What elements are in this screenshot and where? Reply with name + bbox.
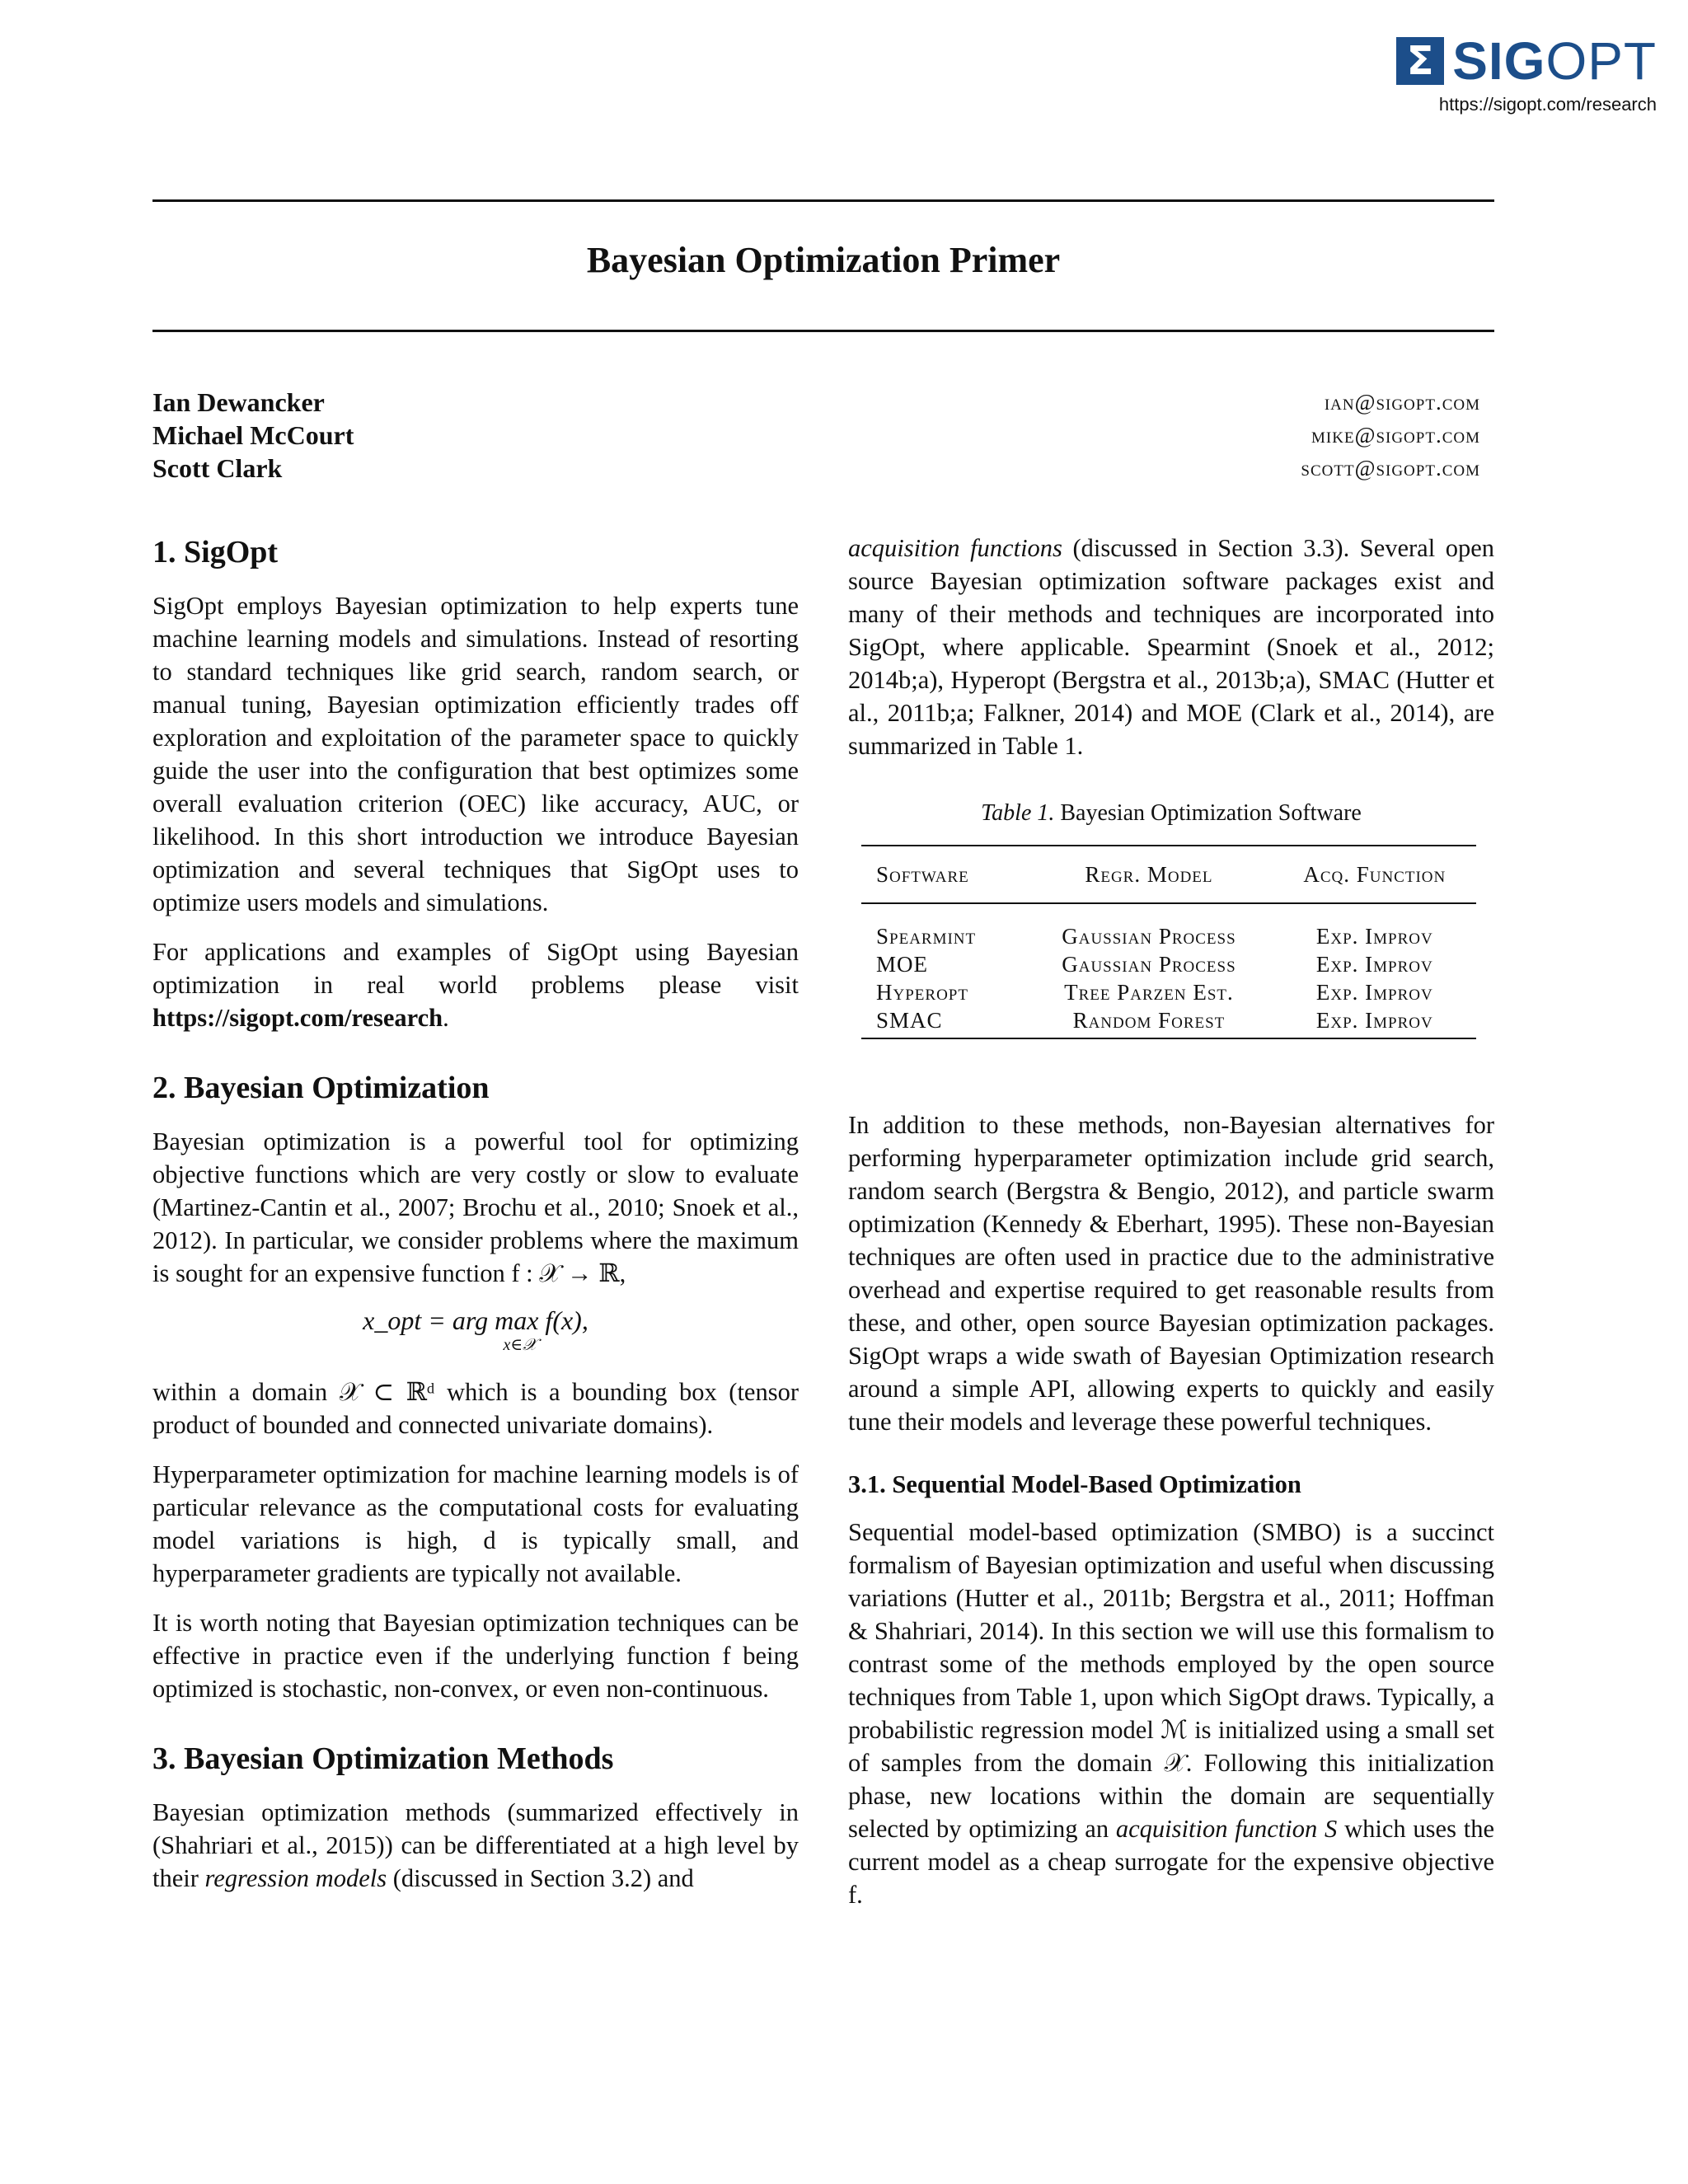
sigma-logo-icon: Σ <box>1396 37 1444 85</box>
table-cell: Hyperopt <box>876 980 968 1005</box>
table-cell: MOE <box>876 952 928 977</box>
table-cell: Tree Parzen Est. <box>1064 980 1234 1005</box>
author-list <box>152 386 354 485</box>
software-table <box>861 845 1476 1039</box>
author-name: Michael McCourt <box>152 420 354 450</box>
table-row <box>861 950 1476 978</box>
author-email[interactable]: mike@sigopt.com <box>1311 423 1480 448</box>
table-cell: Exp. Improv <box>1273 1006 1476 1038</box>
section-heading: 2. Bayesian Optimization <box>152 1071 490 1105</box>
table-row <box>861 978 1476 1006</box>
section-heading: 1. SigOpt <box>152 535 279 569</box>
paragraph: within a domain 𝒳 ⊂ ℝᵈ which is a bounding box (tensor product of bounded and connected univariate domains). <box>152 1377 799 1439</box>
table-cell: SMAC <box>861 1006 1025 1038</box>
table-header: Regr. Model <box>1025 846 1273 903</box>
table-cell: Gaussian Process <box>1062 952 1236 977</box>
table-cell: Exp. Improv <box>1315 924 1433 949</box>
paragraph: It is worth noting that Bayesian optimization techniques can be effective in practice even if the underlying function f being optimized is stochastic, non-convex, or even non-continuous. <box>152 1608 799 1703</box>
paragraph: In addition to these methods, non-Bayesian alternatives for performing hyperparameter optimization include grid search, random search (Bergstra & Bengio, 2012), and particle swarm optimization (Kennedy & Eberhart, 1995). These non-Bayesian techniques are often used in practice due to the administrative overhead and expertise required to get reasonable results from these, and other, open source Bayesian optimization packages. SigOpt wraps a wide swath of Bayesian Optimization research around a simple API, allowing experts to quickly and easily tune their models and leverage these powerful techniques. <box>848 1111 1494 1436</box>
table-row <box>861 903 1476 950</box>
left-column <box>152 532 799 1911</box>
email-list <box>1301 386 1480 485</box>
research-link[interactable]: https://sigopt.com/research <box>152 1004 443 1032</box>
equation: x_opt = arg max f(x), x∈𝒳 <box>363 1305 588 1354</box>
paper-title: Bayesian Optimization Primer <box>586 240 1061 280</box>
table-header: Software <box>861 846 1025 903</box>
paragraph: Hyperparameter optimization for machine learning models is of particular relevance as the computational costs for evaluating model variations is high, d is typically small, and hyperparameter gradients are typically not available. <box>152 1460 799 1587</box>
paragraph: Bayesian optimization is a powerful tool for optimizing objective functions which are very costly or slow to evaluate (Martinez-Cantin et al., 2007; Brochu et al., 2010; Snoek et al., 2012). In particular, we consider problems where the maximum is sought for an expensive function f : 𝒳 → ℝ, <box>152 1127 799 1287</box>
table-cell: Exp. Improv <box>1315 952 1433 977</box>
table-cell: Random Forest <box>1025 1006 1273 1038</box>
author-name: Scott Clark <box>152 453 283 483</box>
top-rule <box>152 199 1494 202</box>
author-email[interactable]: ian@sigopt.com <box>1324 390 1480 415</box>
table-cell: Exp. Improv <box>1315 980 1433 1005</box>
table-cell: Spearmint <box>876 924 977 949</box>
table-cell: Gaussian Process <box>1062 924 1236 949</box>
logo-wordmark: SIGOPT <box>1452 31 1657 91</box>
paragraph: Bayesian optimization methods (summarized effectively in (Shahriari et al., 2015)) can be differentiated at a high level by their regression models (discussed in Section 3.2) and <box>152 1797 799 1892</box>
author-name: Ian Dewancker <box>152 387 325 417</box>
section-heading: 3. Bayesian Optimization Methods <box>152 1741 614 1776</box>
table-header: Acq. Function <box>1273 846 1476 903</box>
logo-url[interactable]: https://sigopt.com/research <box>1438 94 1657 115</box>
author-email[interactable]: scott@sigopt.com <box>1301 456 1480 480</box>
title-bottom-rule <box>152 330 1494 332</box>
table-header-row <box>861 846 1476 903</box>
paragraph: Sequential model-based optimization (SMBO) is a succinct formalism of Bayesian optimization and useful when discussing variations (Hutter et al., 2011b; Bergstra et al., 2011; Hoffman & Shahriari, 2014). In this section we will use this formalism to contrast some of the methods employed by the open source techniques from Table 1, upon which SigOpt draws. Typically, a probabilistic regression model ℳ is initialized using a small set of samples from the domain 𝒳. Following this initialization phase, new locations within the domain are sequentially selected by optimizing an acquisition function S which uses the current model as a cheap surrogate for the expensive objective f. <box>848 1518 1495 1909</box>
paragraph: For applications and examples of SigOpt using Bayesian optimization in real world problems please visit https://sigopt.com/research. <box>152 938 799 1032</box>
table-caption: Table 1. Bayesian Optimization Software <box>981 800 1362 826</box>
right-column <box>848 532 1494 1928</box>
subsection-heading: 3.1. Sequential Model-Based Optimization <box>848 1470 1301 1498</box>
paragraph: SigOpt employs Bayesian optimization to help experts tune machine learning models and simulations. Instead of resorting to standard techniques like grid search, random search, or manual tuning, Bayesian optimization efficiently trades off exploration and exploitation of the parameter space to quickly guide the user into the configuration that best optimizes some overall evaluation criterion (OEC) like accuracy, AUC, or likelihood. In this short introduction we introduce Bayesian optimization and several techniques that SigOpt uses to optimize users models and simulations. <box>152 592 799 916</box>
sigopt-logo <box>1396 31 1657 115</box>
table-row <box>861 1006 1476 1038</box>
paragraph: acquisition functions (discussed in Section 3.3). Several open source Bayesian optimization software packages exist and many of their methods and techniques are incorporated into SigOpt, where applicable. Spearmint (Snoek et al., 2012; 2014b;a), Hyperopt (Bergstra et al., 2013b;a), SMAC (Hutter et al., 2011b;a; Falkner, 2014) and MOE (Clark et al., 2014), are summarized in Table 1. <box>848 534 1495 760</box>
